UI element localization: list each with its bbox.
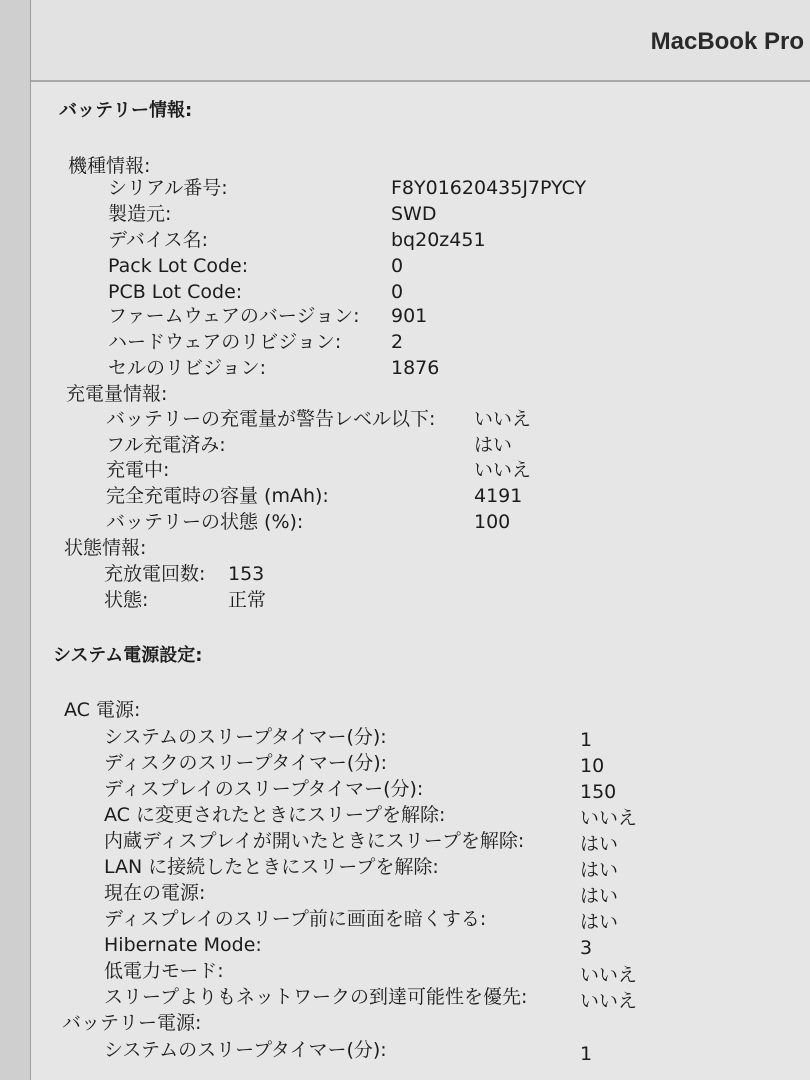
info-key: デバイス名: xyxy=(108,229,209,251)
setting-value: 10 xyxy=(580,755,605,777)
setting-value: 3 xyxy=(580,937,593,959)
info-value: 100 xyxy=(474,511,511,533)
info-value: はい xyxy=(474,434,513,456)
info-key: ファームウェアのバージョン: xyxy=(108,305,360,327)
setting-key: システムのスリープタイマー(分): xyxy=(104,1039,387,1061)
setting-value: はい xyxy=(580,859,619,881)
setting-key: Hibernate Mode: xyxy=(104,934,262,956)
setting-key: ディスクのスリープタイマー(分): xyxy=(104,752,388,774)
setting-value: 1 xyxy=(580,1043,593,1065)
setting-value: いいえ xyxy=(580,964,638,986)
setting-value: はい xyxy=(580,885,619,907)
setting-key: システムのスリープタイマー(分): xyxy=(104,726,387,748)
setting-key: AC に変更されたときにスリープを解除: xyxy=(104,804,446,826)
info-value: 153 xyxy=(228,563,265,585)
info-key: ハードウェアのリビジョン: xyxy=(108,331,342,353)
battery-info-heading: バッテリー情報: xyxy=(59,100,193,121)
ac-power-label: AC 電源: xyxy=(64,699,141,721)
info-value: 2 xyxy=(391,331,404,353)
info-value: F8Y01620435J7PYCY xyxy=(391,177,587,199)
info-value: bq20z451 xyxy=(391,229,486,251)
setting-key: 現在の電源: xyxy=(104,882,206,904)
info-key: PCB Lot Code: xyxy=(108,281,243,303)
info-key: フル充電済み: xyxy=(106,434,226,456)
info-value: いいえ xyxy=(474,408,532,430)
info-key: 充電中: xyxy=(106,459,170,481)
info-value: 正常 xyxy=(228,589,267,611)
window-title: MacBook Pro xyxy=(650,28,804,55)
info-key: 状態: xyxy=(104,589,149,611)
setting-key: ディスプレイのスリープ前に画面を暗くする: xyxy=(104,908,487,930)
charge-info-label: 充電量情報: xyxy=(66,383,168,405)
info-key: バッテリーの状態 (%): xyxy=(106,511,304,533)
info-value: 4191 xyxy=(474,485,523,507)
setting-value: 150 xyxy=(580,781,617,803)
setting-value: いいえ xyxy=(580,990,638,1012)
setting-key: 内蔵ディスプレイが開いたときにスリープを解除: xyxy=(104,830,525,852)
info-key: Pack Lot Code: xyxy=(108,255,249,277)
info-value: いいえ xyxy=(474,459,532,481)
detail-pane[interactable] xyxy=(31,82,810,1080)
setting-value: 1 xyxy=(580,729,593,751)
setting-value: はい xyxy=(580,833,619,855)
setting-key: 低電力モード: xyxy=(104,960,224,982)
setting-key: スリープよりもネットワークの到達可能性を優先: xyxy=(104,986,528,1008)
info-key: 製造元: xyxy=(108,203,172,225)
setting-key: LAN に接続したときにスリープを解除: xyxy=(104,856,439,878)
info-value: SWD xyxy=(391,203,437,225)
window-titlebar xyxy=(31,0,810,82)
info-key: セルのリビジョン: xyxy=(108,357,267,379)
battery-power-label: バッテリー電源: xyxy=(62,1012,202,1034)
info-value: 1876 xyxy=(391,357,440,379)
setting-value: はい xyxy=(580,911,619,933)
info-key: 完全充電時の容量 (mAh): xyxy=(106,485,329,507)
info-value: 0 xyxy=(391,281,404,303)
sidebar-edge xyxy=(0,0,31,1080)
info-value: 0 xyxy=(391,255,404,277)
power-settings-heading: システム電源設定: xyxy=(53,645,203,666)
info-key: バッテリーの充電量が警告レベル以下: xyxy=(106,408,436,430)
setting-key: ディスプレイのスリープタイマー(分): xyxy=(104,778,424,800)
info-value: 901 xyxy=(391,305,428,327)
info-key: シリアル番号: xyxy=(108,177,228,199)
setting-value: いいえ xyxy=(580,807,638,829)
info-key: 充放電回数: xyxy=(104,563,206,585)
status-info-label: 状態情報: xyxy=(64,537,147,559)
model-info-label: 機種情報: xyxy=(68,155,151,177)
